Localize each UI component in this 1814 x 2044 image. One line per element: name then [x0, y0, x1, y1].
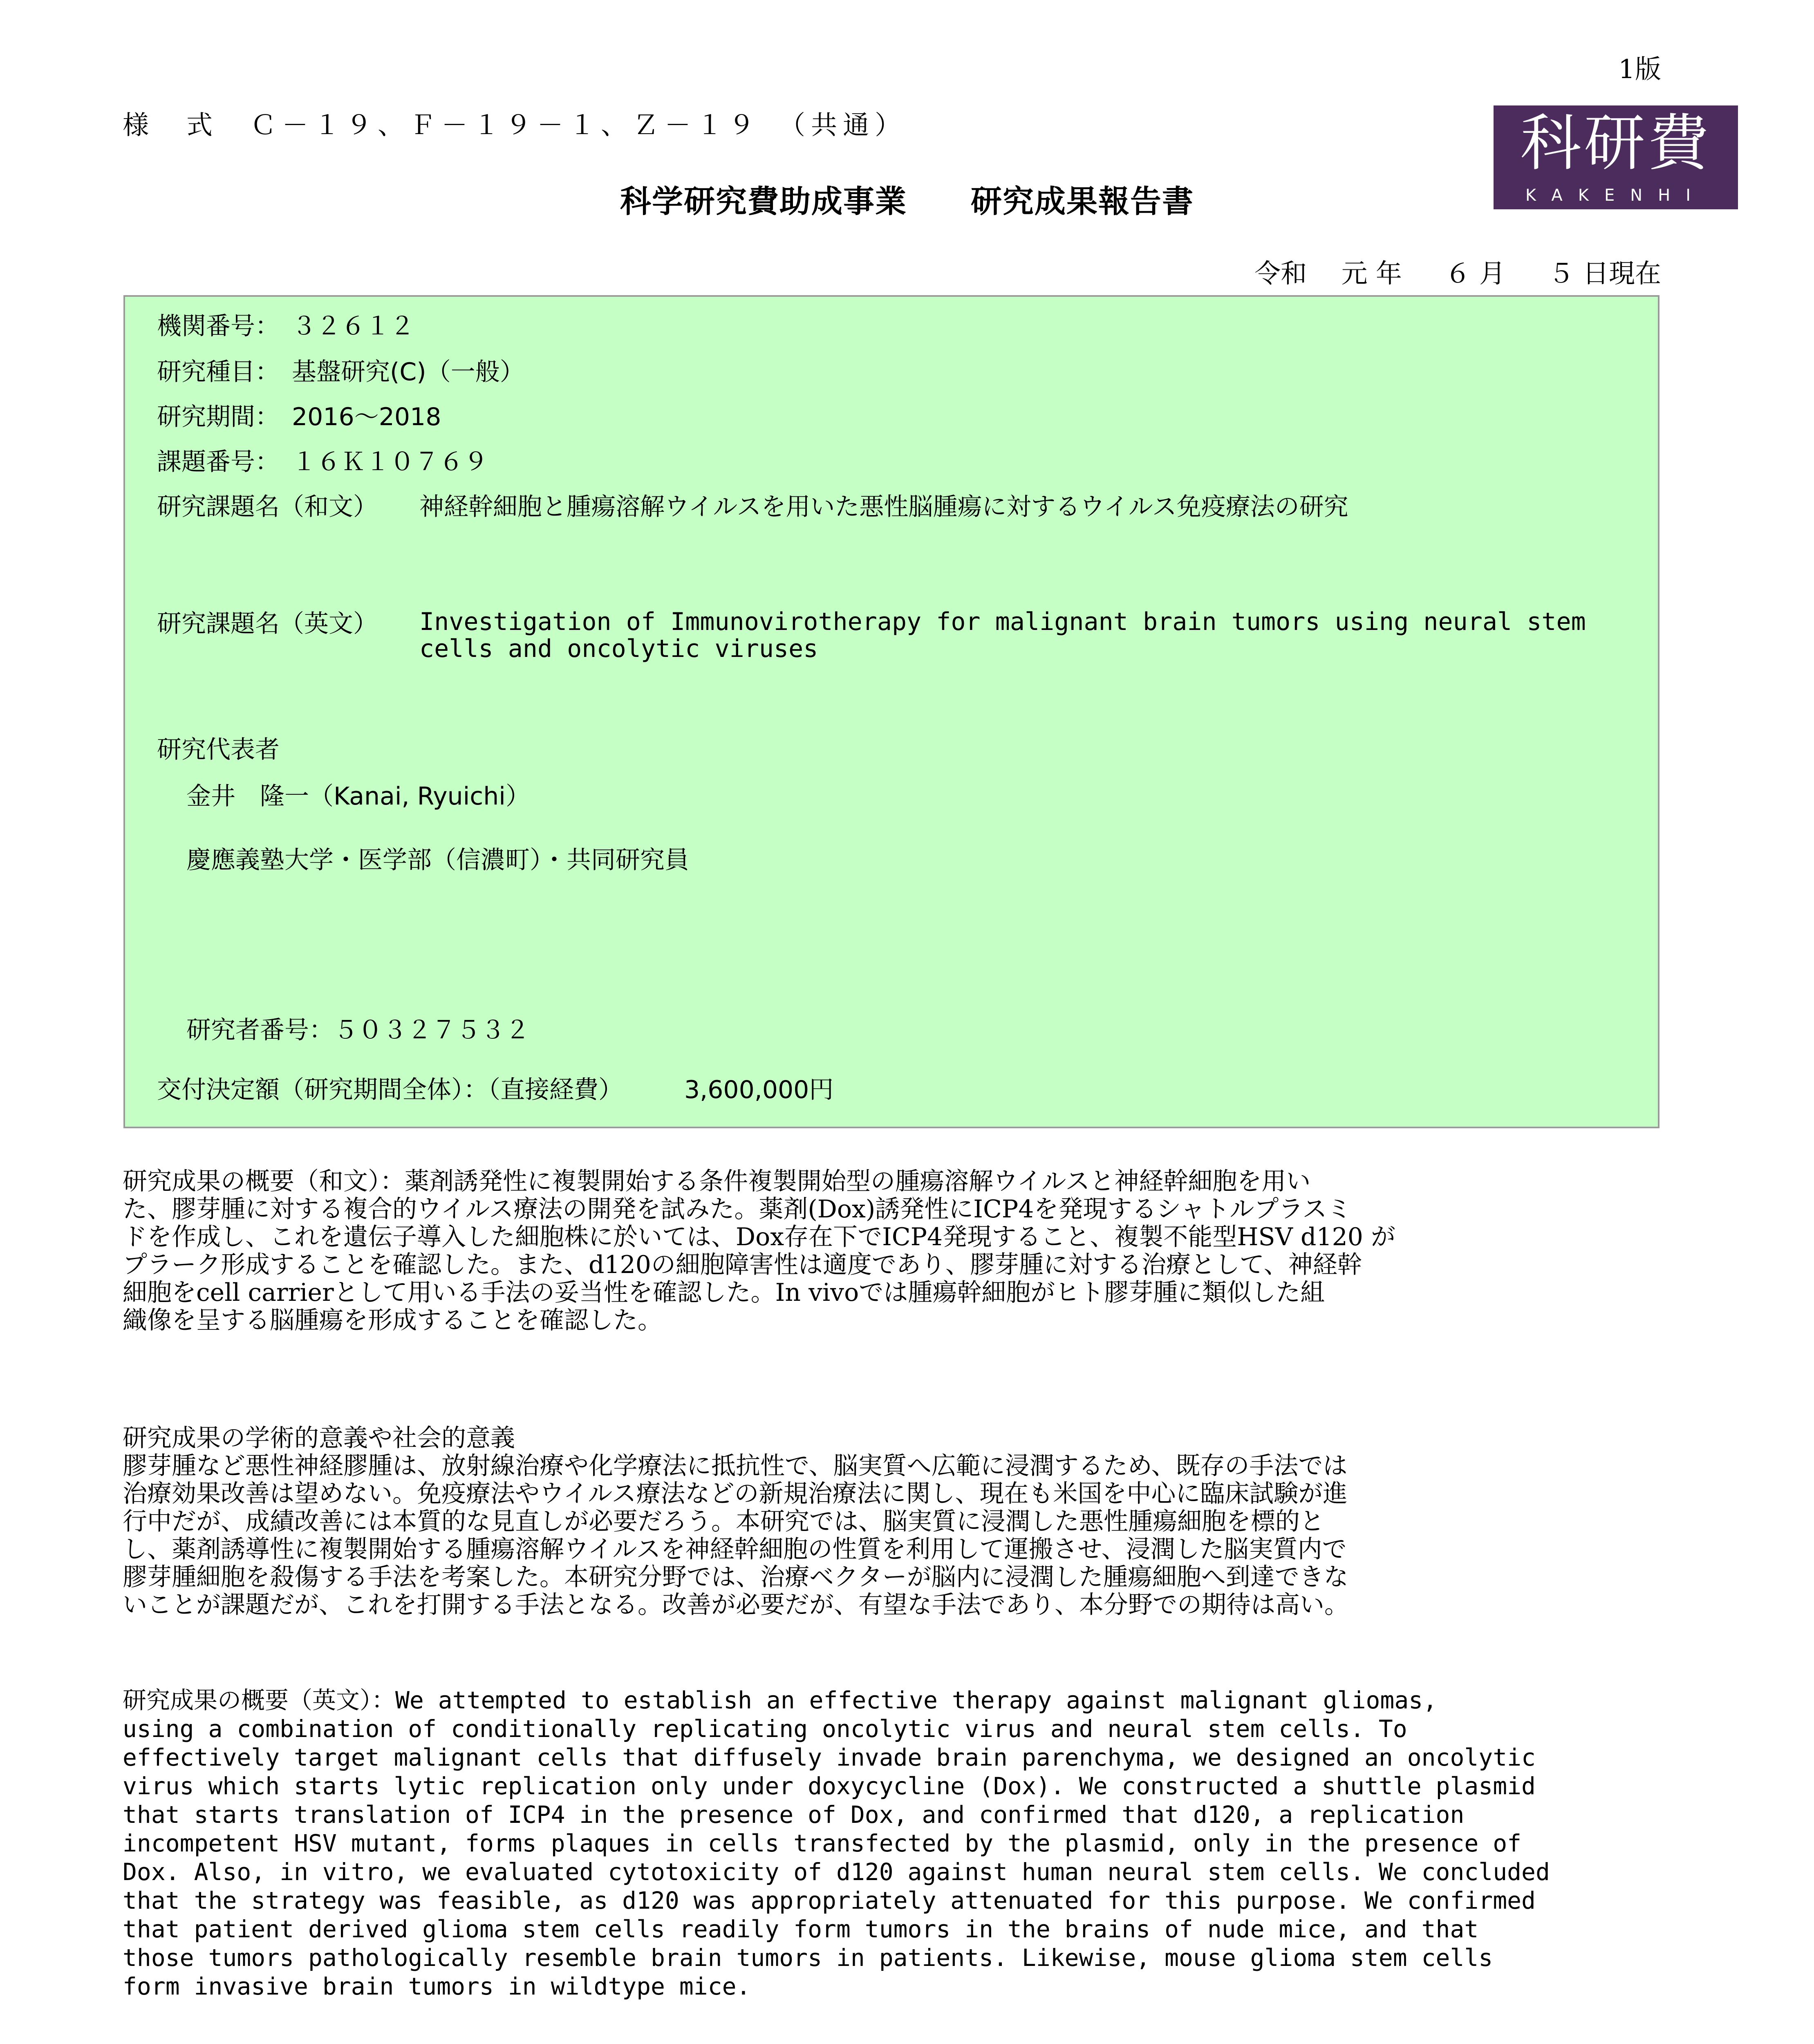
summary-en-line: virus which starts lytic replication only under doxycycline (Dox). We constructed a shuttle plasmid: [123, 1772, 1536, 1800]
summary-en-line: using a combination of conditionally replicating oncolytic virus and neural stem cells. To: [123, 1715, 1407, 1743]
version-label: 1版: [1618, 54, 1661, 85]
research-period: 研究期間： 2016～2018: [157, 403, 441, 431]
significance-heading: 研究成果の学術的意義や社会的意義: [123, 1424, 515, 1452]
summary-en-line: Dox. Also, in vitro, we evaluated cytotoxicity of d120 against human neural stem cells. We concluded: [123, 1858, 1550, 1886]
document-title: 科学研究費助成事業 研究成果報告書: [620, 183, 1194, 220]
significance-line: 行中だが、成績改善には本質的な見直しが必要だろう。本研究では、脳実質に浸潤した悪性腫瘍細胞を標的と: [123, 1507, 1324, 1536]
summary-en-line: that starts translation of ICP4 in the presence of Dox, and confirmed that d120, a replication: [123, 1801, 1465, 1829]
grant-amount: 交付決定額（研究期間全体）：（直接経費） 3,600,000円: [157, 1076, 834, 1104]
summary-ja-line: 研究成果の概要（和文）：薬剤誘発性に複製開始する条件複製開始型の腫瘍溶解ウイルスと神経幹細胞を用い: [123, 1167, 1311, 1196]
significance-line: 膠芽腫など悪性神経膠腫は、放射線治療や化学療法に抵抗性で、脳実質へ広範に浸潤するため、既存の手法では: [123, 1452, 1348, 1480]
title-en: Investigation of Immunovirotherapy for malignant brain tumors using neural stem cells and oncolytic viruses: [419, 607, 1586, 663]
summary-en-line: form invasive brain tumors in wildtype mice.: [123, 1972, 751, 2000]
research-category: 研究種目： 基盤研究(C)（一般）: [157, 358, 524, 386]
significance-line: 膠芽腫細胞を殺傷する手法を考案した。本研究分野では、治療ベクターが脳内に浸潤した腫瘍細胞へ到達できな: [123, 1563, 1348, 1591]
title-ja: 神経幹細胞と腫瘍溶解ウイルスを用いた悪性脳腫瘍に対するウイルス免疫療法の研究: [419, 493, 1348, 521]
significance-line: 治療効果改善は望めない。免疫療法やウイルス療法などの新規治療法に関し、現在も米国を中心に臨床試験が進: [123, 1479, 1348, 1508]
project-number: 課題番号： １６Ｋ１０７６９: [157, 448, 488, 476]
institution-number: 機関番号： ３２６１２: [157, 312, 414, 341]
summary-ja: [123, 1168, 1594, 1334]
logo-main-text: 科研費: [1520, 108, 1711, 179]
significance-line: し、薬剤誘導性に複製開始する腫瘍溶解ウイルスを神経幹細胞の性質を利用して運搬させ、浸潤した脳実質内で: [123, 1535, 1347, 1564]
form-type: 様 式 Ｃ－１９、Ｆ－１９－１、Ｚ－１９ （共通）: [123, 110, 907, 141]
project-info-box: [123, 295, 1659, 1128]
summary-en-line: that patient derived glioma stem cells readily form tumors in the brains of nude mice, and that: [123, 1915, 1479, 1943]
summary-en: [123, 1686, 1610, 2001]
summary-ja-line: プラーク形成することを確認した。また、d120の細胞障害性は適度であり、膠芽腫に対する治療として、神経幹: [123, 1251, 1362, 1279]
representative-label: 研究代表者: [157, 735, 280, 764]
significance-section: [123, 1424, 1594, 1619]
summary-en-line: 研究成果の概要（英文）：We attempted to establish an effective therapy against malignant gliomas,: [123, 1686, 1438, 1714]
summary-en-line: effectively target malignant cells that diffusely invade brain parenchyma, we designed an oncolytic: [123, 1744, 1536, 1771]
summary-ja-line: ドを作成し、これを遺伝子導入した細胞株に於いては、Dox存在下でICP4発現すること、複製不能型HSV d120 が: [123, 1223, 1396, 1251]
summary-ja-line: 細胞をcell carrierとして用いる手法の妥当性を確認した。In vivoでは腫瘍幹細胞がヒト膠芽腫に類似した組: [123, 1278, 1325, 1307]
logo-sub-text: KAKENHI: [1525, 186, 1707, 205]
summary-en-line: those tumors pathologically resemble brain tumors in patients. Likewise, mouse glioma stem cells: [123, 1944, 1493, 1972]
title-ja-label: 研究課題名（和文）: [157, 493, 378, 521]
summary-ja-line: 織像を呈する脳腫瘍を形成することを確認した。: [123, 1306, 662, 1335]
affiliation: 慶應義塾大学・医学部（信濃町）・共同研究員: [186, 846, 689, 874]
representative-name: 金井 隆一（Kanai, Ryuichi）: [186, 782, 530, 811]
summary-en-line: incompetent HSV mutant, forms plaques in cells transfected by the plasmid, only in the presence of: [123, 1829, 1522, 1857]
significance-line: いことが課題だが、これを打開する手法となる。改善が必要だが、有望な手法であり、本分野での期待は高い。: [123, 1591, 1349, 1619]
summary-en-line: that the strategy was feasible, as d120 was appropriately attenuated for this purpose. We confirmed: [123, 1887, 1536, 1914]
summary-ja-line: た、膠芽腫に対する複合的ウイルス療法の開発を試みた。薬剤(Dox)誘発性にICP4を発現するシャトルプラスミ: [123, 1195, 1352, 1224]
researcher-number: 研究者番号：５０３２７５３２: [186, 1016, 530, 1044]
report-date: 令和 元 年 ６ 月 ５ 日現在: [1254, 259, 1661, 289]
title-en-label: 研究課題名（英文）: [157, 610, 378, 638]
